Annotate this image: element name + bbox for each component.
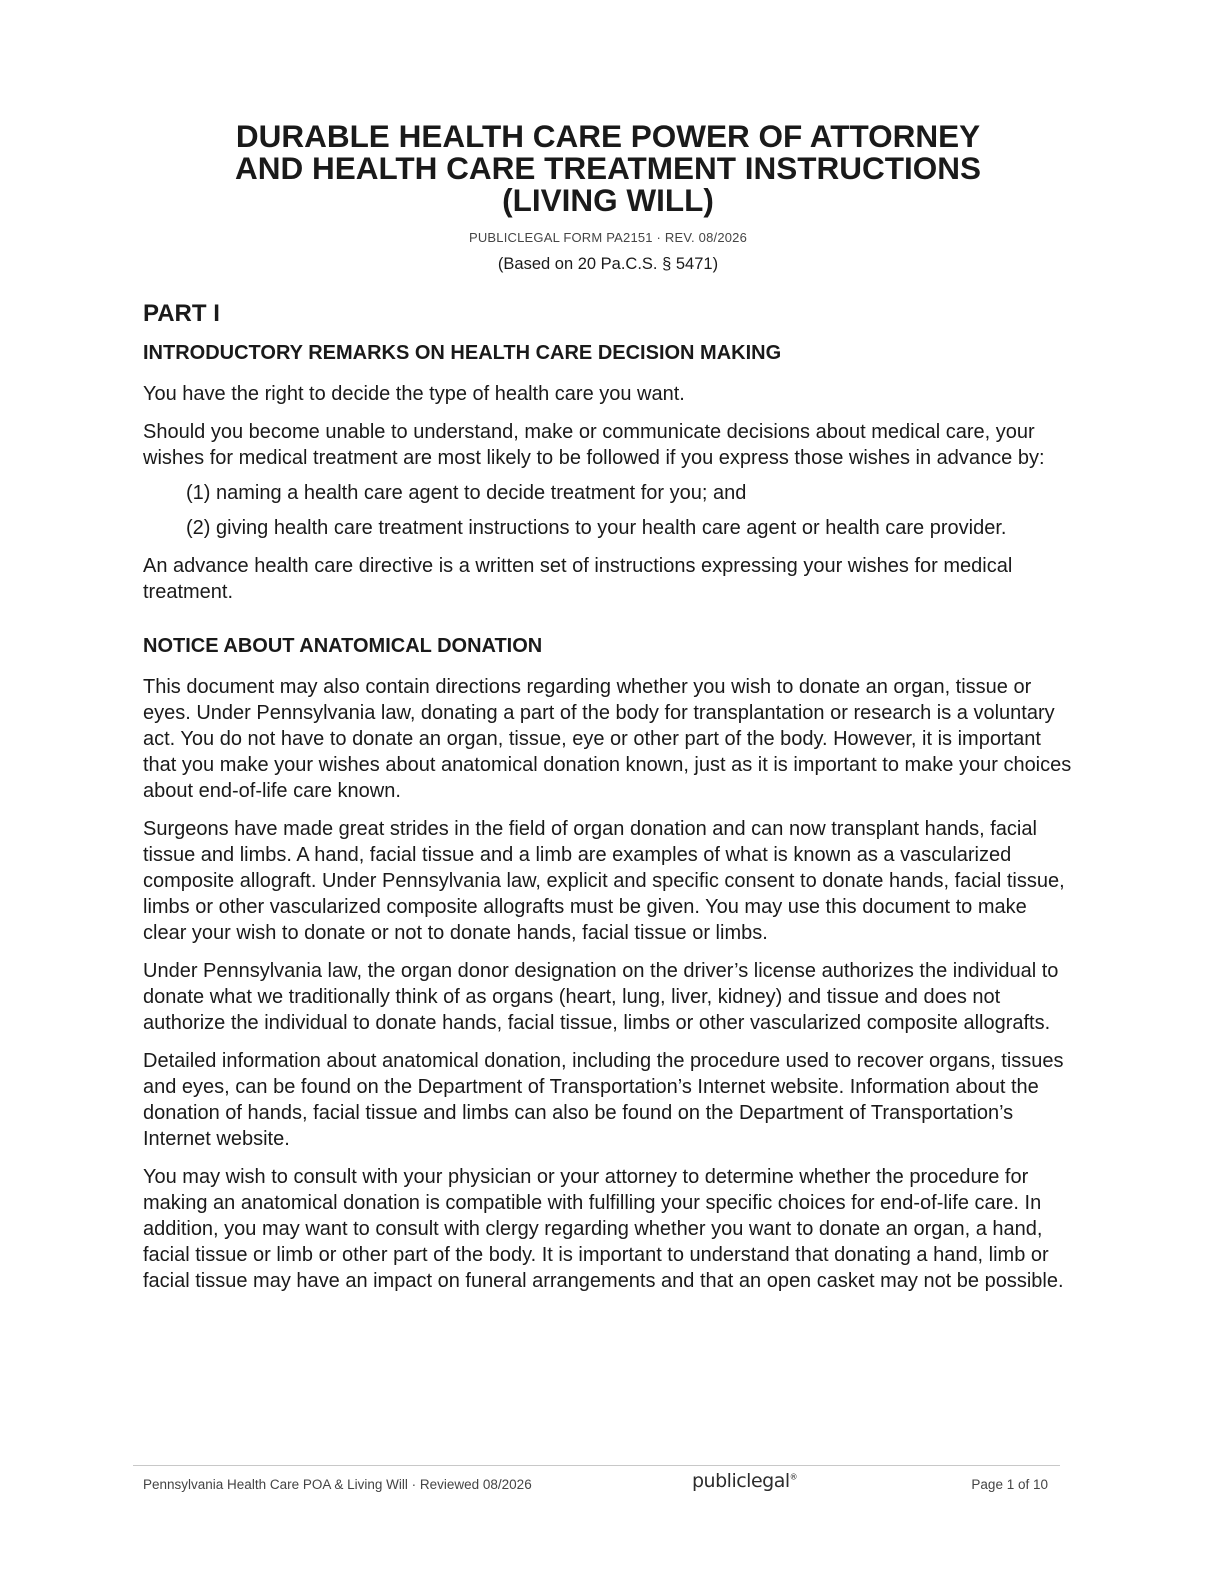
notice-paragraph: Surgeons have made great strides in the field of organ donation and can now transplant hands, facial tissue and limbs. A hand, facial tissue and a limb are examples of what is known as a vascularized composite allograft. Under Pennsylvania law, explicit and specific consent to donate hands, facial tissue, limbs or other vascularized composite allografts must be given. You may use this document to make clear your wish to donate or not to donate hands, facial tissue or limbs. — [143, 818, 1065, 944]
title-line-1: DURABLE HEALTH CARE POWER OF ATTORNEY — [235, 118, 981, 154]
list-item: (2) giving health care treatment instructions to your health care agent or health care provider. — [186, 517, 1007, 539]
publiclegal-logo: publiclegal® — [692, 1470, 798, 1492]
intro-paragraph-3: An advance health care directive is a written set of instructions expressing your wishes for medical treatment. — [143, 555, 1013, 603]
intro-paragraph-1: You have the right to decide the type of health care you want. — [143, 383, 685, 405]
notice-paragraph: This document may also contain directions regarding whether you wish to donate an organ, tissue or eyes. Under Pennsylvania law, donating a part of the body for transplantation or research is a voluntary act. You do not have to donate an organ, tissue, eye or other part of the body. However, it is important that you make your wishes about anatomical donation known, just as it is important to make your choices about end-of-life care known. — [143, 676, 1072, 802]
intro-paragraph-2: Should you become unable to understand, make or communicate decisions about medical care, your wishes for medical treatment are most likely to be followed if you express those wishes in advance by: — [143, 421, 1045, 469]
form-id: PUBLICLEGAL FORM PA2151 · REV. 08/2026 — [468, 230, 748, 245]
footer-document-name: Pennsylvania Health Care POA & Living Will · Reviewed 08/2026 — [143, 1477, 532, 1492]
intro-list — [186, 480, 1073, 541]
intro-heading: INTRODUCTORY REMARKS ON HEALTH CARE DECISION MAKING — [143, 342, 782, 364]
part-heading: PART I — [143, 300, 220, 327]
statute-reference: (Based on 20 Pa.C.S. § 5471) — [497, 255, 719, 273]
document-page — [143, 120, 1073, 1294]
logo-text: publiclegal — [692, 1470, 790, 1492]
notice-paragraph: You may wish to consult with your physician or your attorney to determine whether the procedure for making an anatomical donation is compatible with fulfilling your specific choices for end-of-life care. In addition, you may want to consult with clergy regarding whether you want to donate an organ, a hand, facial tissue or limb or other part of the body. It is important to understand that donating a hand, limb or facial tissue may have an impact on funeral arrangements and that an open casket may not be possible. — [143, 1166, 1064, 1292]
notice-paragraph: Under Pennsylvania law, the organ donor designation on the driver’s license authorizes the individual to donate what we traditionally think of as organs (heart, lung, liver, kidney) and tissue and does not authorize the individual to donate hands, facial tissue, limbs or other vascularized composite allografts. — [143, 960, 1059, 1034]
title-line-2: AND HEALTH CARE TREATMENT INSTRUCTIONS — [234, 150, 982, 186]
list-item: (1) naming a health care agent to decide treatment for you; and — [186, 482, 747, 504]
page-footer — [133, 1465, 1060, 1502]
notice-paragraph: Detailed information about anatomical donation, including the procedure used to recover organs, tissues and eyes, can be found on the Department of Transportation’s Internet website. Information about the donation of hands, facial tissue and limbs can also be found on the Department of Transportation’s Internet website. — [143, 1050, 1064, 1150]
page-number: Page 1 of 10 — [971, 1477, 1048, 1492]
notice-heading: NOTICE ABOUT ANATOMICAL DONATION — [143, 635, 543, 657]
document-title — [143, 120, 1073, 216]
title-line-3: (LIVING WILL) — [502, 182, 714, 218]
